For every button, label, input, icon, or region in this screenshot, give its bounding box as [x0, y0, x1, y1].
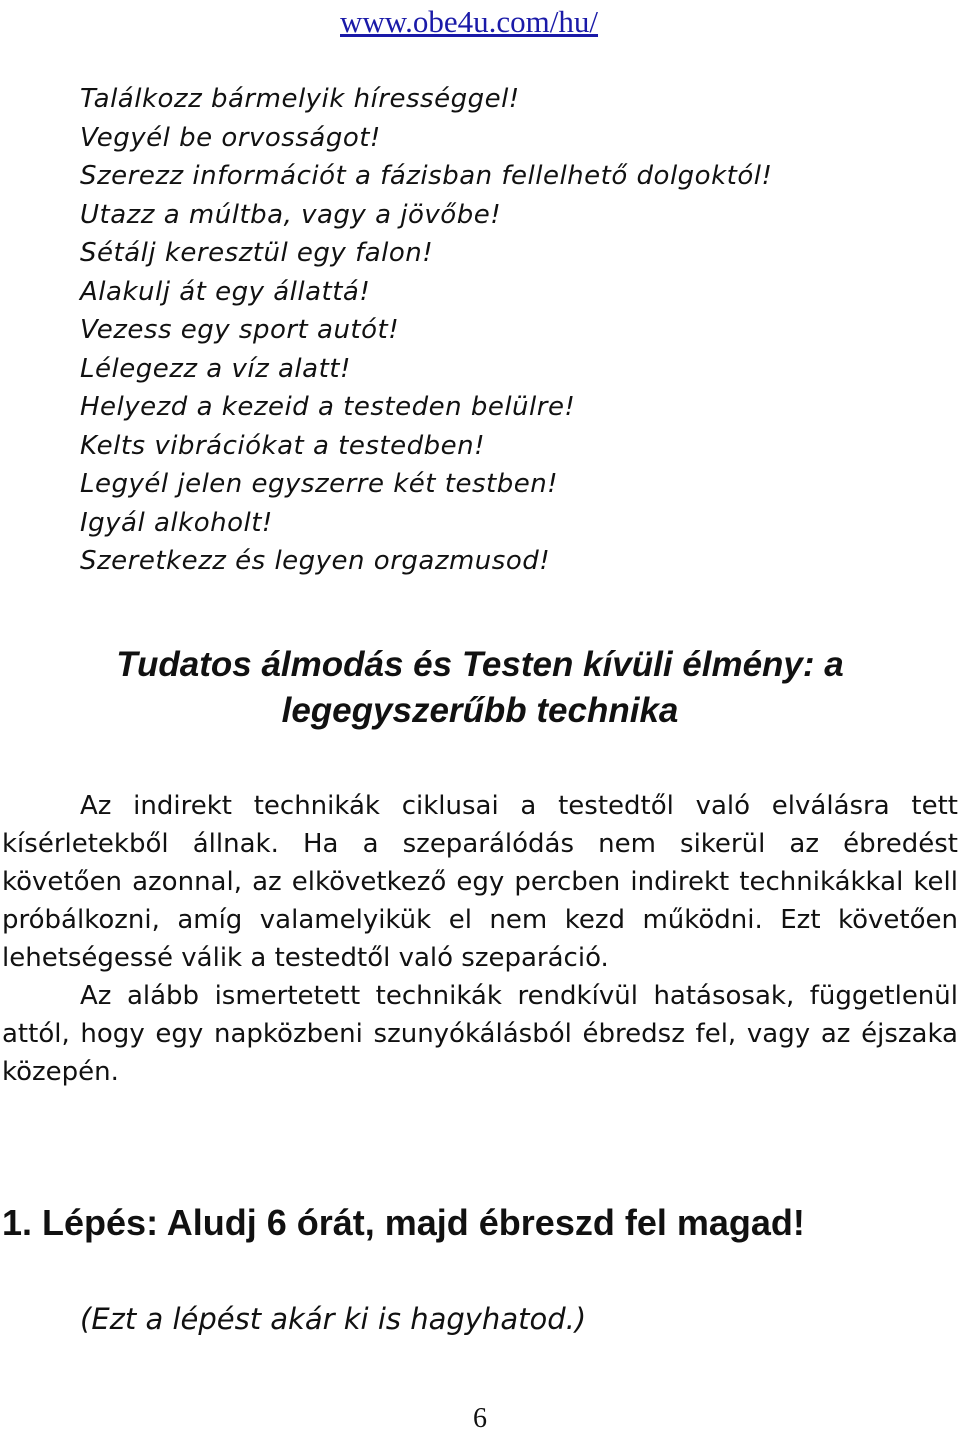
- list-item: Helyezd a kezeid a testeden belülre!: [80, 392, 576, 422]
- list-item: Vezess egy sport autót!: [80, 315, 400, 345]
- section-body: [2, 787, 958, 1091]
- step-note: (Ezt a lépést akár ki is hagyhatod.): [80, 1302, 587, 1336]
- header-url-link[interactable]: www.obe4u.com/hu/: [340, 4, 599, 39]
- section-title: [0, 642, 960, 734]
- list-item: Találkozz bármelyik hírességgel!: [80, 84, 520, 114]
- step-heading: 1. Lépés: Aludj 6 órát, majd ébreszd fel magad!: [2, 1202, 805, 1243]
- list-item: Utazz a múltba, vagy a jövőbe!: [80, 199, 502, 230]
- list-item: Sétálj keresztül egy falon!: [80, 238, 434, 268]
- list-item: Igyál alkoholt!: [80, 507, 273, 538]
- body-paragraph: Az indirekt technikák ciklusai a testedtől való elválásra tett kísérletekből állnak. Ha a szeparálódás nem sikerül az ébredést követően azonnal, az elkövetkező egy percben indirekt technikákkal kell próbálkozni, amíg valamelyikük el nem kezd működni. Ezt követően lehetségessé válik a testedtől való szeparáció.: [2, 791, 958, 973]
- list-item: Lélegezz a víz alatt!: [80, 353, 351, 384]
- list-item: Alakulj át egy állattá!: [80, 276, 371, 307]
- list-item: Kelts vibrációkat a testedben!: [80, 430, 485, 461]
- ability-list: [80, 80, 772, 581]
- section-title-line: Tudatos álmodás és Testen kívüli élmény: a: [116, 645, 844, 684]
- body-paragraph: Az alább ismertetett technikák rendkívül hatásosak, függetlenül attól, hogy egy napközbeni szunyókálásból ébredsz fel, vagy az éjszaka közepén.: [2, 981, 958, 1087]
- list-item: Legyél jelen egyszerre két testben!: [80, 469, 559, 499]
- list-item: Szerezz információt a fázisban fellelhető dolgoktól!: [80, 161, 773, 191]
- section-title-line: legegyszerűbb technika: [281, 691, 679, 730]
- list-item: Szeretkezz és legyen orgazmusod!: [80, 546, 551, 576]
- list-item: Vegyél be orvosságot!: [80, 122, 381, 153]
- page-number: 6: [473, 1403, 487, 1434]
